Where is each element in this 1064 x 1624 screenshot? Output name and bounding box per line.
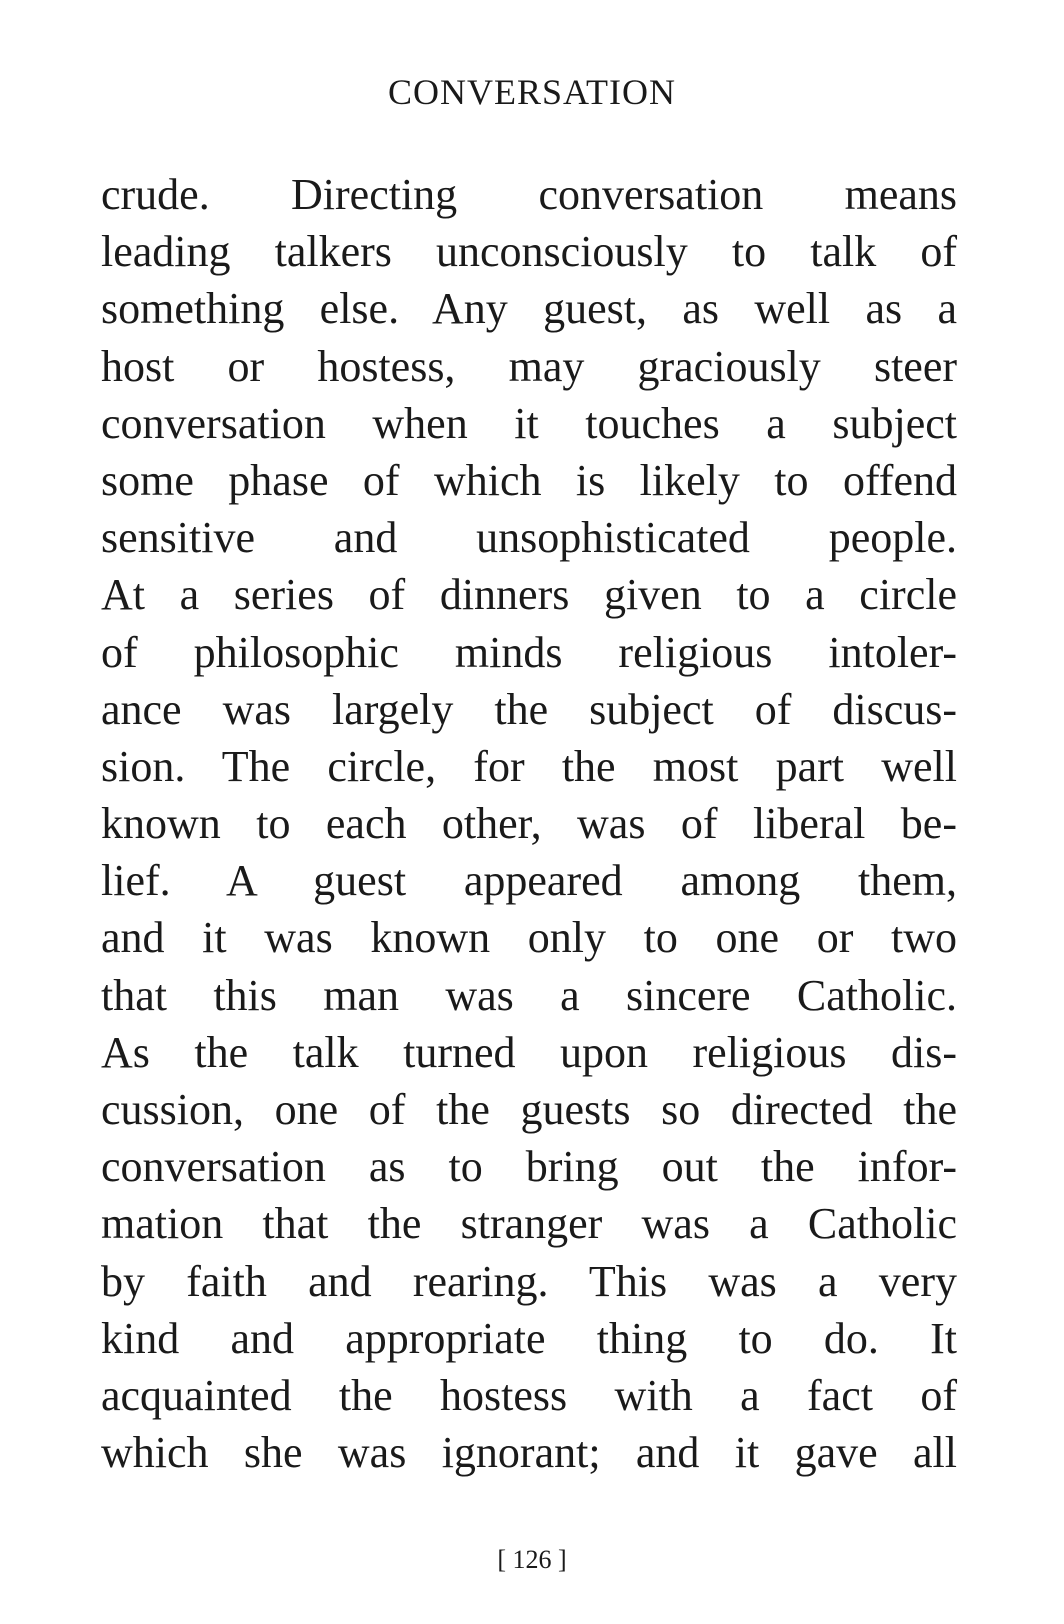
running-head: CONVERSATION bbox=[387, 72, 676, 112]
text-line: something else. Any guest, as well as a bbox=[101, 284, 957, 334]
text-line: ance was largely the subject of discus- bbox=[101, 684, 957, 734]
text-line: some phase of which is likely to offend bbox=[101, 455, 957, 505]
text-line: crude. Directing conversation means bbox=[101, 170, 957, 219]
text-line: acquainted the hostess with a fact of bbox=[101, 1370, 957, 1420]
text-line: At a series of dinners given to a circle bbox=[101, 570, 957, 620]
text-line: which she was ignorant; and it gave all bbox=[101, 1428, 957, 1478]
body-text bbox=[101, 166, 957, 1481]
text-line: that this man was a sincere Catholic. bbox=[101, 970, 957, 1020]
text-line: host or hostess, may graciously steer bbox=[101, 341, 957, 391]
text-line: of philosophic minds religious intoler- bbox=[101, 627, 957, 677]
text-line: leading talkers unconsciously to talk of bbox=[101, 227, 957, 277]
text-line: by faith and rearing. This was a very bbox=[101, 1256, 957, 1306]
text-line: and it was known only to one or two bbox=[101, 913, 957, 963]
text-line: sion. The circle, for the most part well bbox=[101, 741, 957, 791]
text-line: conversation when it touches a subject bbox=[101, 398, 957, 448]
text-line: known to each other, was of liberal be- bbox=[101, 799, 957, 849]
text-line: kind and appropriate thing to do. It bbox=[101, 1313, 957, 1363]
text-line: lief. A guest appeared among them, bbox=[101, 856, 957, 906]
text-line: cussion, one of the guests so directed the bbox=[101, 1085, 957, 1134]
text-line: sensitive and unsophisticated people. bbox=[101, 513, 957, 563]
text-line: As the talk turned upon religious dis- bbox=[101, 1027, 957, 1077]
text-line: conversation as to bring out the infor- bbox=[101, 1142, 957, 1192]
text-line: mation that the stranger was a Catholic bbox=[101, 1199, 957, 1249]
page-number: [ 126 ] bbox=[497, 1545, 567, 1574]
